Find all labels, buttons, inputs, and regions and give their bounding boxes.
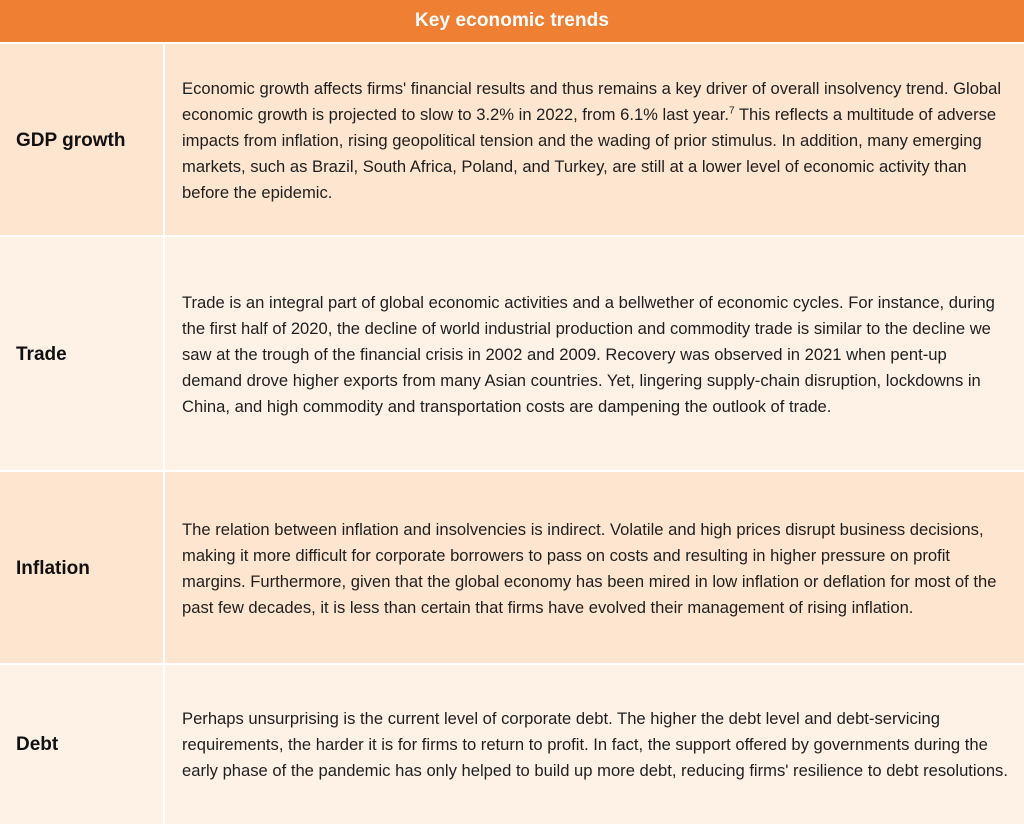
row-description bbox=[167, 44, 1024, 237]
row-text: Trade is an integral part of global economic activities and a bellwether of economic cycles. For instance, during the first half of 2020, the decline of world industrial production and commodity trade is similar to the decline we saw at the trough of the financial crisis in 2002 and 2009. Recovery was observed in 2021 when pent-up demand drove higher exports from many Asian countries. Yet, lingering supply-chain disruption, lockdowns in China, and high commodity and transportation costs are dampening the outlook of trade. bbox=[182, 292, 995, 416]
table-header bbox=[0, 0, 1024, 42]
row-text: The relation between inflation and insolvencies is indirect. Volatile and high prices disrupt business decisions, making it more difficult for corporate borrowers to pass on costs and resulting in higher pressure on profit margins. Furthermore, given that the global economy has been mired in low inflation or deflation for most of the past few decades, it is less than certain that firms have evolved their management of rising inflation. bbox=[182, 519, 997, 617]
row-description bbox=[167, 665, 1024, 824]
row-text: Perhaps unsurprising is the current level of corporate debt. The higher the debt level and debt-servicing requirements, the harder it is for firms to return to profit. In fact, the support offered by governments during the early phase of the pandemic has only helped to build up more debt, reducing firms' resilience to debt resolutions. bbox=[182, 708, 1008, 780]
row-text: Economic growth affects firms' financial results and thus remains a key driver of overall insolvency trend. Global economic growth is projected to slow to 3.2% in 2022, from 6.1% last year. bbox=[182, 78, 1002, 124]
row-label: GDP growth bbox=[0, 44, 165, 237]
row-label: Inflation bbox=[0, 472, 165, 665]
footnote-reference: 7 bbox=[728, 104, 735, 116]
row-label: Debt bbox=[0, 665, 165, 824]
row-description bbox=[167, 237, 1024, 472]
table-row-trade bbox=[0, 235, 1024, 472]
table-title: Key economic trends bbox=[414, 10, 610, 31]
row-label: Trade bbox=[0, 237, 165, 472]
row-text-continued: This reflects a multitude of adverse impacts from inflation, rising geopolitical tension and the wading of prior stimulus. In addition, many emerging markets, such as Brazil, South Africa, Poland, and Turkey, are still at a lower level of economic activity than before the epidemic. bbox=[182, 104, 997, 202]
table-row-debt bbox=[0, 663, 1024, 824]
table-row-inflation bbox=[0, 470, 1024, 665]
row-description bbox=[167, 472, 1024, 665]
table-row-gdp-growth bbox=[0, 42, 1024, 237]
